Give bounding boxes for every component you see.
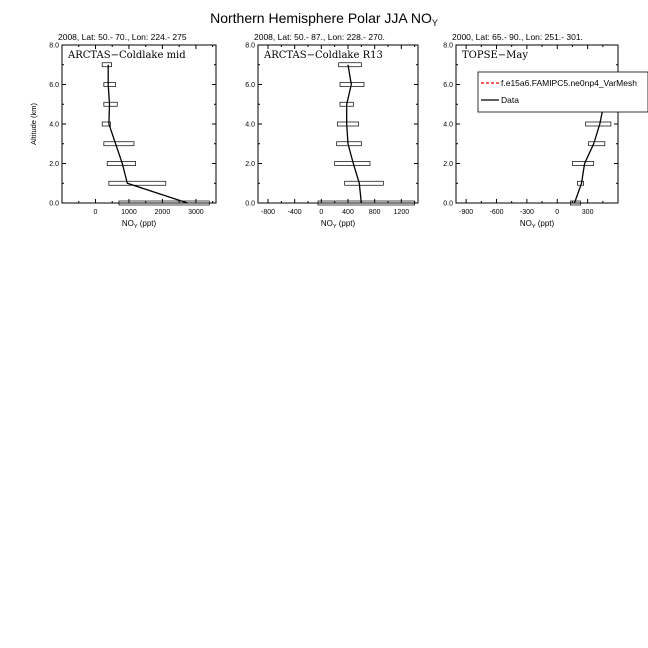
x-tick-label: 800 — [368, 209, 381, 216]
range-box — [589, 142, 605, 146]
y-tick-label: 8.0 — [245, 42, 255, 50]
y-tick-label: 4.0 — [49, 121, 59, 129]
panel-title: ARCTAS−Coldlake mid — [68, 50, 186, 61]
y-tick-label: 6.0 — [49, 82, 59, 89]
panel-header: 2000, Lat: 65.- 90., Lon: 251.- 301. — [452, 32, 583, 42]
range-box — [104, 142, 134, 146]
y-tick-label: 6.0 — [443, 82, 453, 89]
y-tick-label: 2.0 — [49, 161, 59, 168]
x-tick-label: -900 — [459, 209, 474, 216]
y-tick-label: 8.0 — [49, 42, 59, 50]
x-tick-label: 1200 — [393, 209, 410, 216]
plot-frame — [456, 45, 618, 203]
y-tick-label: 0.0 — [245, 200, 255, 208]
x-tick-label: 2000 — [154, 209, 171, 216]
y-tick-label: 4.0 — [443, 121, 453, 129]
x-tick-label: 3000 — [188, 209, 204, 216]
range-box — [102, 63, 111, 67]
x-tick-label: -400 — [287, 209, 302, 216]
range-box — [586, 122, 611, 126]
range-box — [104, 102, 117, 106]
range-box — [337, 122, 358, 126]
y-tick-label: 8.0 — [443, 42, 453, 50]
x-axis-label: $NO_Y$ (ppt) — [320, 219, 356, 230]
range-box — [345, 181, 384, 185]
y-tick-label: 2.0 — [245, 161, 255, 168]
x-tick-label: -800 — [260, 209, 276, 216]
series-line-data — [347, 65, 362, 203]
plot-frame — [258, 45, 418, 203]
x-tick-label: 400 — [342, 209, 354, 216]
panel-title: ARCTAS−Coldlake R13 — [264, 50, 383, 61]
range-box — [104, 83, 116, 87]
x-tick-label: -600 — [489, 209, 504, 216]
plot-frame — [62, 45, 216, 203]
y-tick-label: 0.0 — [443, 200, 453, 208]
x-tick-label: 0 — [93, 209, 98, 216]
legend-label: Data — [501, 95, 519, 105]
chart-panel-2 — [245, 32, 418, 230]
x-axis-label: $NO_Y$ (ppt) — [121, 219, 157, 230]
chart-panel-3 — [443, 32, 648, 230]
range-box — [339, 63, 362, 67]
y-tick-label: 2.0 — [443, 161, 453, 168]
legend-label: f.e15a6.FAMIPC5.ne0np4_VarMesh — [501, 78, 637, 88]
x-tick-label: 1000 — [121, 209, 137, 216]
panel-header: 2008, Lat: 50.- 70., Lon: 224.- 275 — [58, 32, 187, 42]
x-tick-label: 300 — [581, 209, 594, 216]
y-tick-label: 0.0 — [49, 200, 59, 208]
range-box — [109, 181, 166, 185]
y-tick-label: 4.0 — [245, 121, 255, 129]
chart-panel-1 — [29, 32, 216, 230]
y-tick-label: 6.0 — [245, 82, 255, 89]
x-axis-label: $NO_Y$ (ppt) — [519, 219, 555, 230]
y-axis-label: Altitude (km) — [29, 102, 38, 146]
panel-header: 2008, Lat: 50.- 87., Lon: 228.- 270. — [254, 32, 385, 42]
range-box — [340, 83, 364, 87]
series-line-data — [108, 65, 187, 203]
x-tick-label: -300 — [519, 209, 534, 216]
figure-title: Northern Hemisphere Polar JJA $NO_Y$ — [210, 10, 438, 28]
x-tick-label: 0 — [555, 209, 560, 216]
range-box — [572, 162, 593, 166]
panel-title: TOPSE−May — [462, 50, 528, 61]
x-tick-label: 0 — [319, 209, 324, 216]
